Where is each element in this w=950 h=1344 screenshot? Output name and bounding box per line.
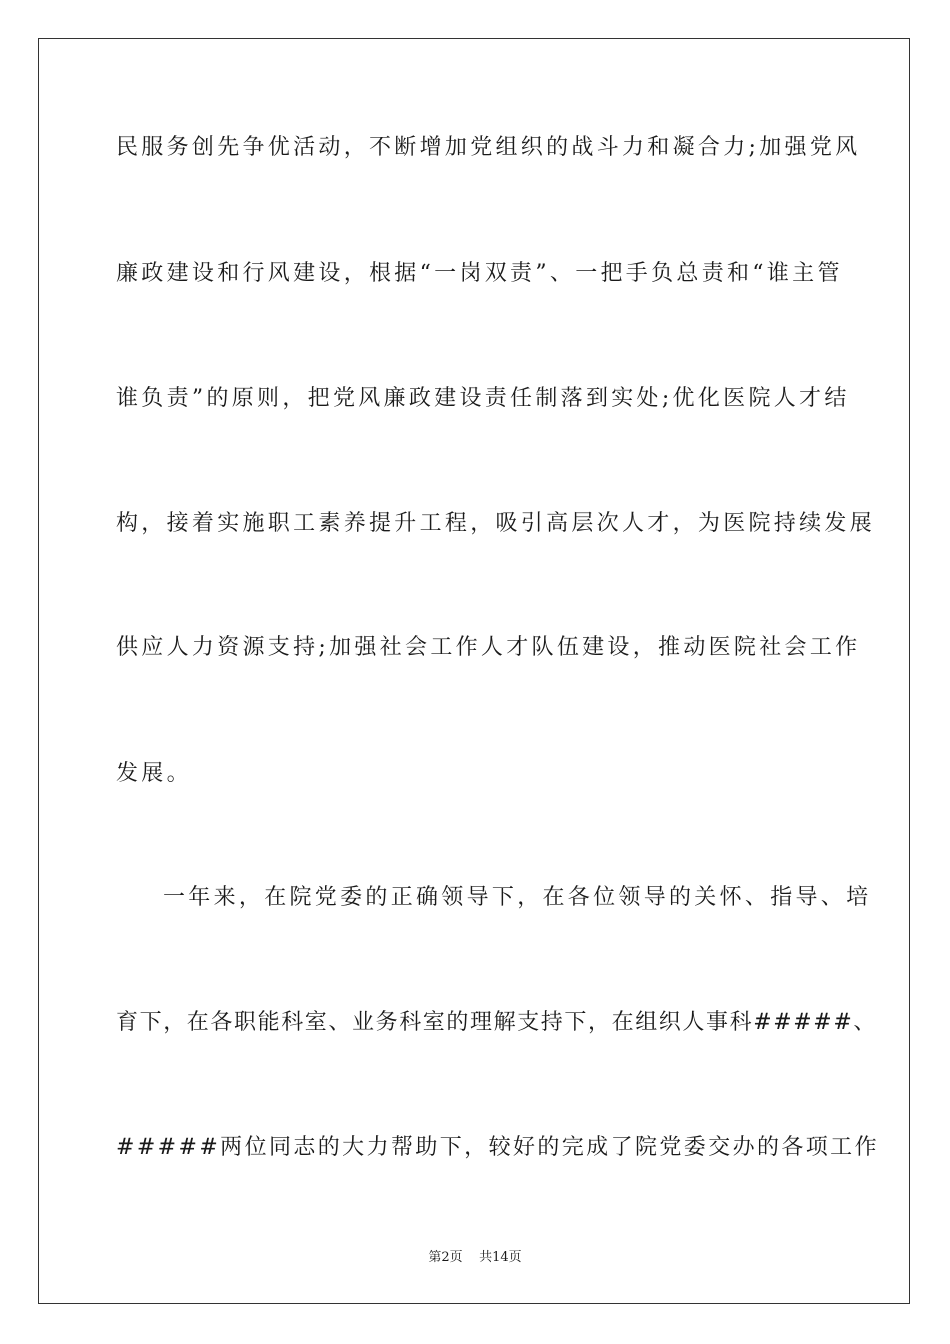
body-text-line: 发展。 xyxy=(116,761,192,786)
body-text-line: 构，接着实施职工素养提升工程，吸引高层次人才，为医院持续发展 xyxy=(116,511,876,536)
page-number-footer: 第2页 共14页 xyxy=(428,1250,522,1265)
page-border xyxy=(38,38,910,1304)
body-text-line: 民服务创先争优活动，不断增加党组织的战斗力和凝合力;加强党风 xyxy=(116,135,861,160)
body-text-line: #####两位同志的大力帮助下，较好的完成了院党委交办的各项工作 xyxy=(116,1135,879,1160)
body-text-line: 廉政建设和行风建设，根据“一岗双责”、一把手负总责和“谁主管 xyxy=(116,261,843,286)
body-text-line: 供应人力资源支持;加强社会工作人才队伍建设，推动医院社会工作 xyxy=(116,635,861,660)
paragraph-first-line: 一年来，在院党委的正确领导下，在各位领导的关怀、指导、培 xyxy=(163,885,872,910)
body-text-line: 谁负责”的原则，把党风廉政建设责任制落到实处;优化医院人才结 xyxy=(116,386,850,411)
body-text-line: 育下，在各职能科室、业务科室的理解支持下，在组织人事科#####、 xyxy=(116,1010,877,1035)
